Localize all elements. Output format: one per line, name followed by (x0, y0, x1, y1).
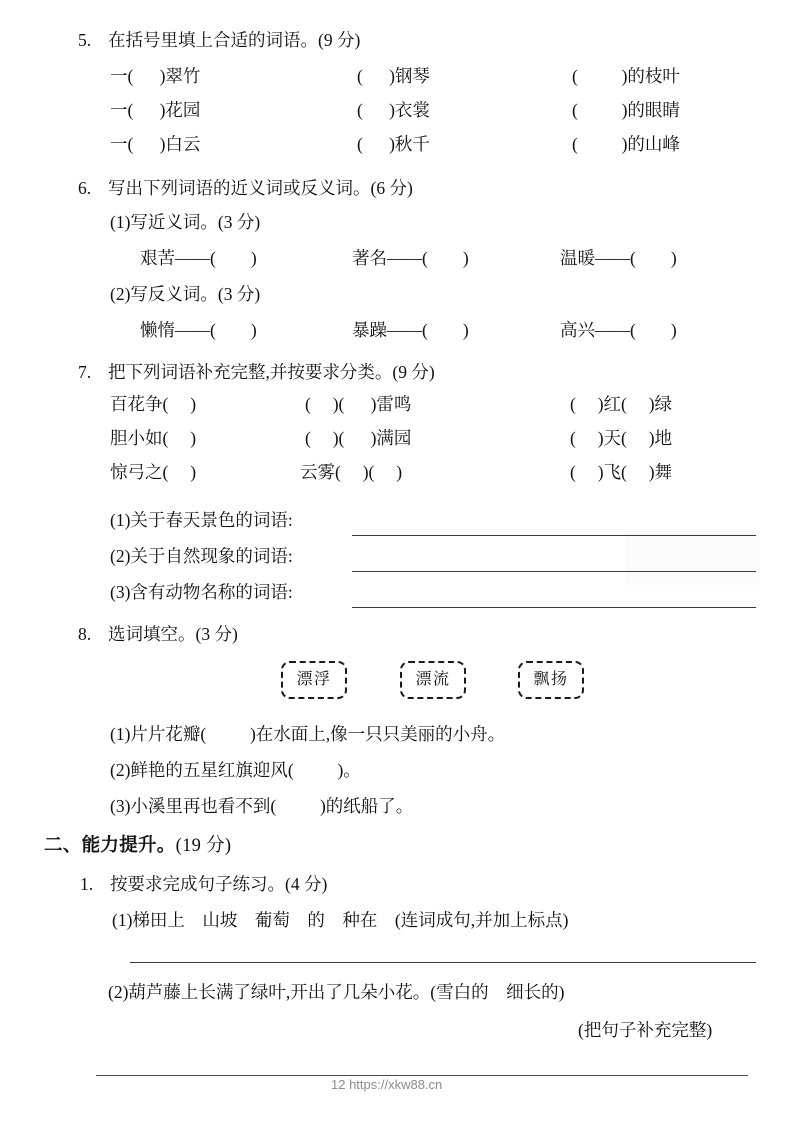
q6-sub2-item1: 懒惰——( ) (140, 320, 257, 340)
q5-row3-col2: ( )秋千 (357, 134, 430, 154)
section2-q1-item2: (2)葫芦藤上长满了绿叶,开出了几朵小花。(雪白的 细长的) (108, 982, 565, 1002)
word-bank-label-2: 漂流 (415, 671, 451, 688)
question-7-stem: 把下列词语补充完整,并按要求分类。(9 分) (108, 362, 435, 382)
word-bank-box-1[interactable] (281, 661, 347, 699)
question-8-stem: 选词填空。(3 分) (108, 624, 238, 644)
q5-row1-col2: ( )钢琴 (357, 66, 430, 86)
q5-row3-col3: ( )的山峰 (572, 134, 680, 154)
q7-row3-col1: 惊弓之( ) (110, 462, 197, 482)
word-bank-label-1: 漂浮 (296, 671, 332, 688)
question-7-number: 7. (78, 362, 92, 382)
section2-q1-answer-line[interactable] (130, 962, 756, 963)
q8-sentence-3: (3)小溪里再也看不到( )的纸船了。 (110, 796, 414, 816)
section2-q1-item2-note: (把句子补充完整) (578, 1020, 713, 1040)
q7-classify-1: (1)关于春天景色的词语: (110, 510, 293, 530)
section-2-points: (19 分) (175, 836, 232, 856)
q6-sub1-item3: 温暖——( ) (560, 248, 677, 268)
section2-question-1-stem: 按要求完成句子练习。(4 分) (110, 874, 328, 894)
section2-question-1-number: 1. (80, 874, 94, 894)
question-8-number: 8. (78, 624, 92, 644)
q5-row1-col1: 一( )翠竹 (110, 66, 201, 86)
q7-row1-col3: ( )红( )绿 (570, 394, 673, 414)
q5-row3-col1: 一( )白云 (110, 134, 201, 154)
q6-sub1-item2: 著名——( ) (352, 248, 469, 268)
q7-row3-col2: 云雾( )( ) (300, 462, 403, 482)
q6-sub2-label: (2)写反义词。(3 分) (110, 284, 261, 304)
question-6-number: 6. (78, 178, 92, 198)
q5-row1-col3: ( )的枝叶 (572, 66, 680, 86)
section-2-heading (44, 836, 231, 856)
word-bank-label-3: 飘扬 (533, 671, 569, 688)
question-5-stem: 在括号里填上合适的词语。(9 分) (108, 30, 361, 50)
section2-q1-item1: (1)梯田上 山坡 葡萄 的 种在 (连词成句,并加上标点) (112, 910, 569, 930)
q7-answer-line-3[interactable] (352, 607, 756, 608)
q6-sub2-item2: 暴躁——( ) (352, 320, 469, 340)
q7-row2-col2: ( )( )满园 (305, 428, 412, 448)
q5-row2-col2: ( )衣裳 (357, 100, 430, 120)
q5-row2-col3: ( )的眼睛 (572, 100, 680, 120)
scan-artifact (625, 530, 760, 585)
q7-row1-col2: ( )( )雷鸣 (305, 394, 412, 414)
footer-divider (96, 1075, 748, 1076)
q8-sentence-2: (2)鲜艳的五星红旗迎风( )。 (110, 760, 361, 780)
word-bank-box-2[interactable] (400, 661, 466, 699)
word-bank-box-3[interactable] (518, 661, 584, 699)
footer-text: 12 https://xkw88.cn (331, 1077, 443, 1092)
q7-classify-3: (3)含有动物名称的词语: (110, 582, 293, 602)
question-5-number: 5. (78, 30, 92, 50)
question-6-stem: 写出下列词语的近义词或反义词。(6 分) (108, 178, 413, 198)
q5-row2-col1: 一( )花园 (110, 100, 201, 120)
q6-sub1-item1: 艰苦——( ) (140, 248, 257, 268)
q7-answer-line-1[interactable] (352, 535, 756, 536)
section-2-label: 二、能力提升。 (44, 834, 176, 855)
q7-row3-col3: ( )飞( )舞 (570, 462, 673, 482)
q7-classify-2: (2)关于自然现象的词语: (110, 546, 293, 566)
q7-row2-col1: 胆小如( ) (110, 428, 197, 448)
q7-answer-line-2[interactable] (352, 571, 756, 572)
q6-sub1-label: (1)写近义词。(3 分) (110, 212, 261, 232)
q7-row2-col3: ( )天( )地 (570, 428, 673, 448)
q8-sentence-1: (1)片片花瓣( )在水面上,像一只只美丽的小舟。 (110, 724, 506, 744)
q7-row1-col1: 百花争( ) (110, 394, 197, 414)
q6-sub2-item3: 高兴——( ) (560, 320, 677, 340)
